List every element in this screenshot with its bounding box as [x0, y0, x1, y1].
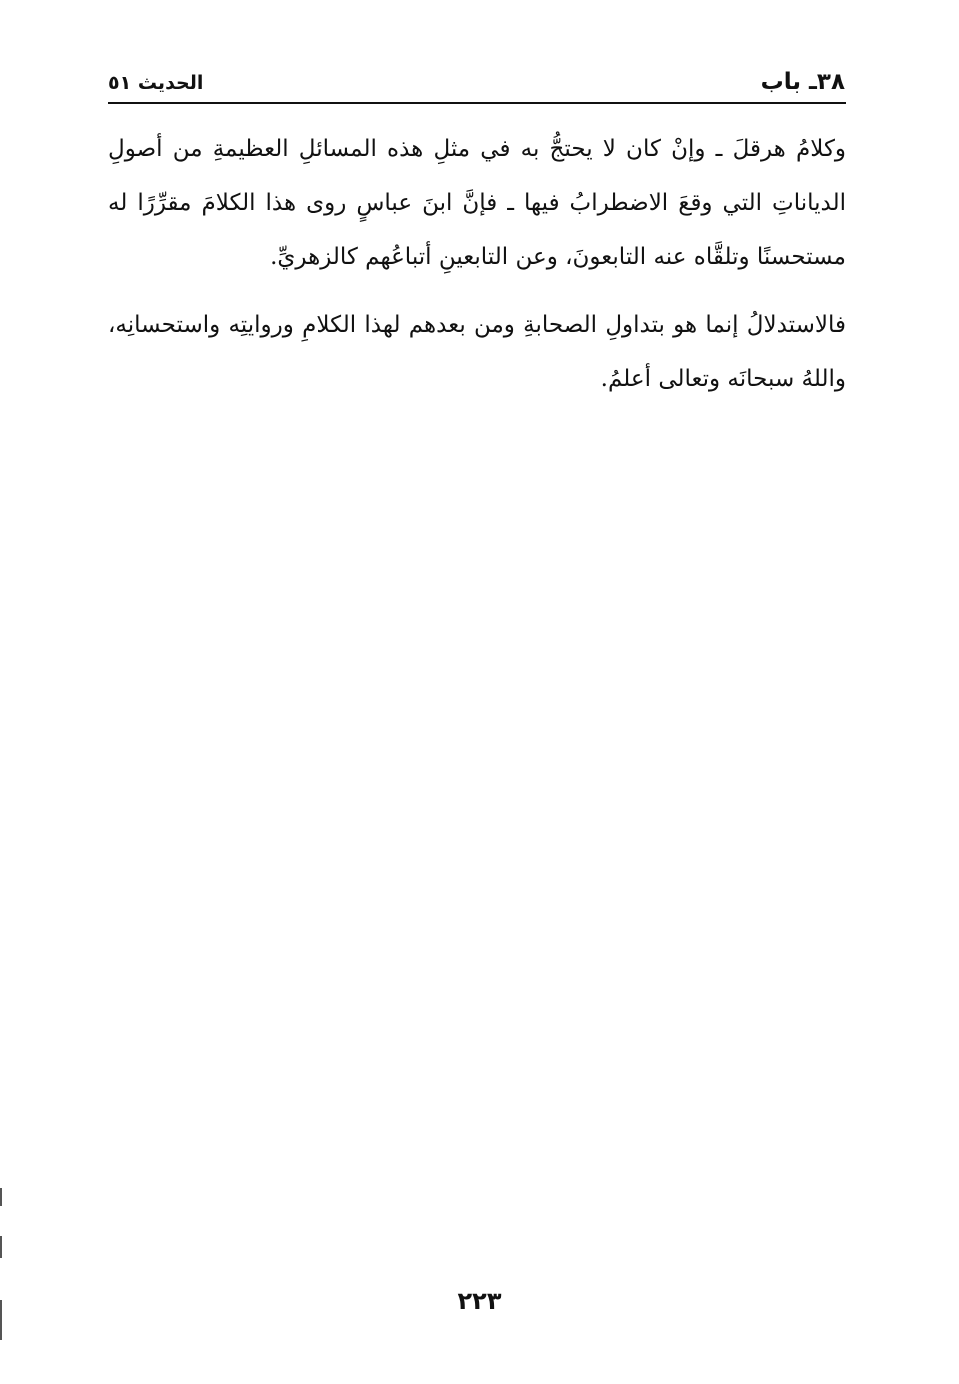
paragraph-2: فالاستدلالُ إنما هو بتداولِ الصحابةِ ومن بعدهم لهذا الكلامِ وروايتِه واستحسانِه، واللهُ سبحانَه وتعالى أعلمُ.: [108, 312, 846, 392]
hadith-heading: الحديث ٥١: [108, 72, 204, 94]
body-text: [108, 122, 846, 406]
page-number: ٢٢٣: [457, 1287, 502, 1315]
scan-edge-mark: [0, 1300, 2, 1340]
paragraph-1: وكلامُ هرقلَ ـ وإنْ كان لا يحتجُّ به في مثلِ هذه المسائلِ العظيمةِ من أصولِ الدياناتِ التي وقعَ الاضطرابُ فيها ـ فإنَّ ابنَ عباسٍ روى هذا الكلامَ مقرِّرًا له مستحسنًا وتلقَّاه عنه التابعونَ، وعن التابعينِ أتباعُهم كالزهريِّ.: [108, 136, 846, 270]
running-header: [108, 64, 845, 100]
header-rule: [108, 102, 846, 104]
chapter-heading: ٣٨ـ باب: [760, 69, 845, 95]
scan-edge-mark: [0, 1188, 2, 1206]
scan-edge-mark: [0, 1236, 2, 1258]
